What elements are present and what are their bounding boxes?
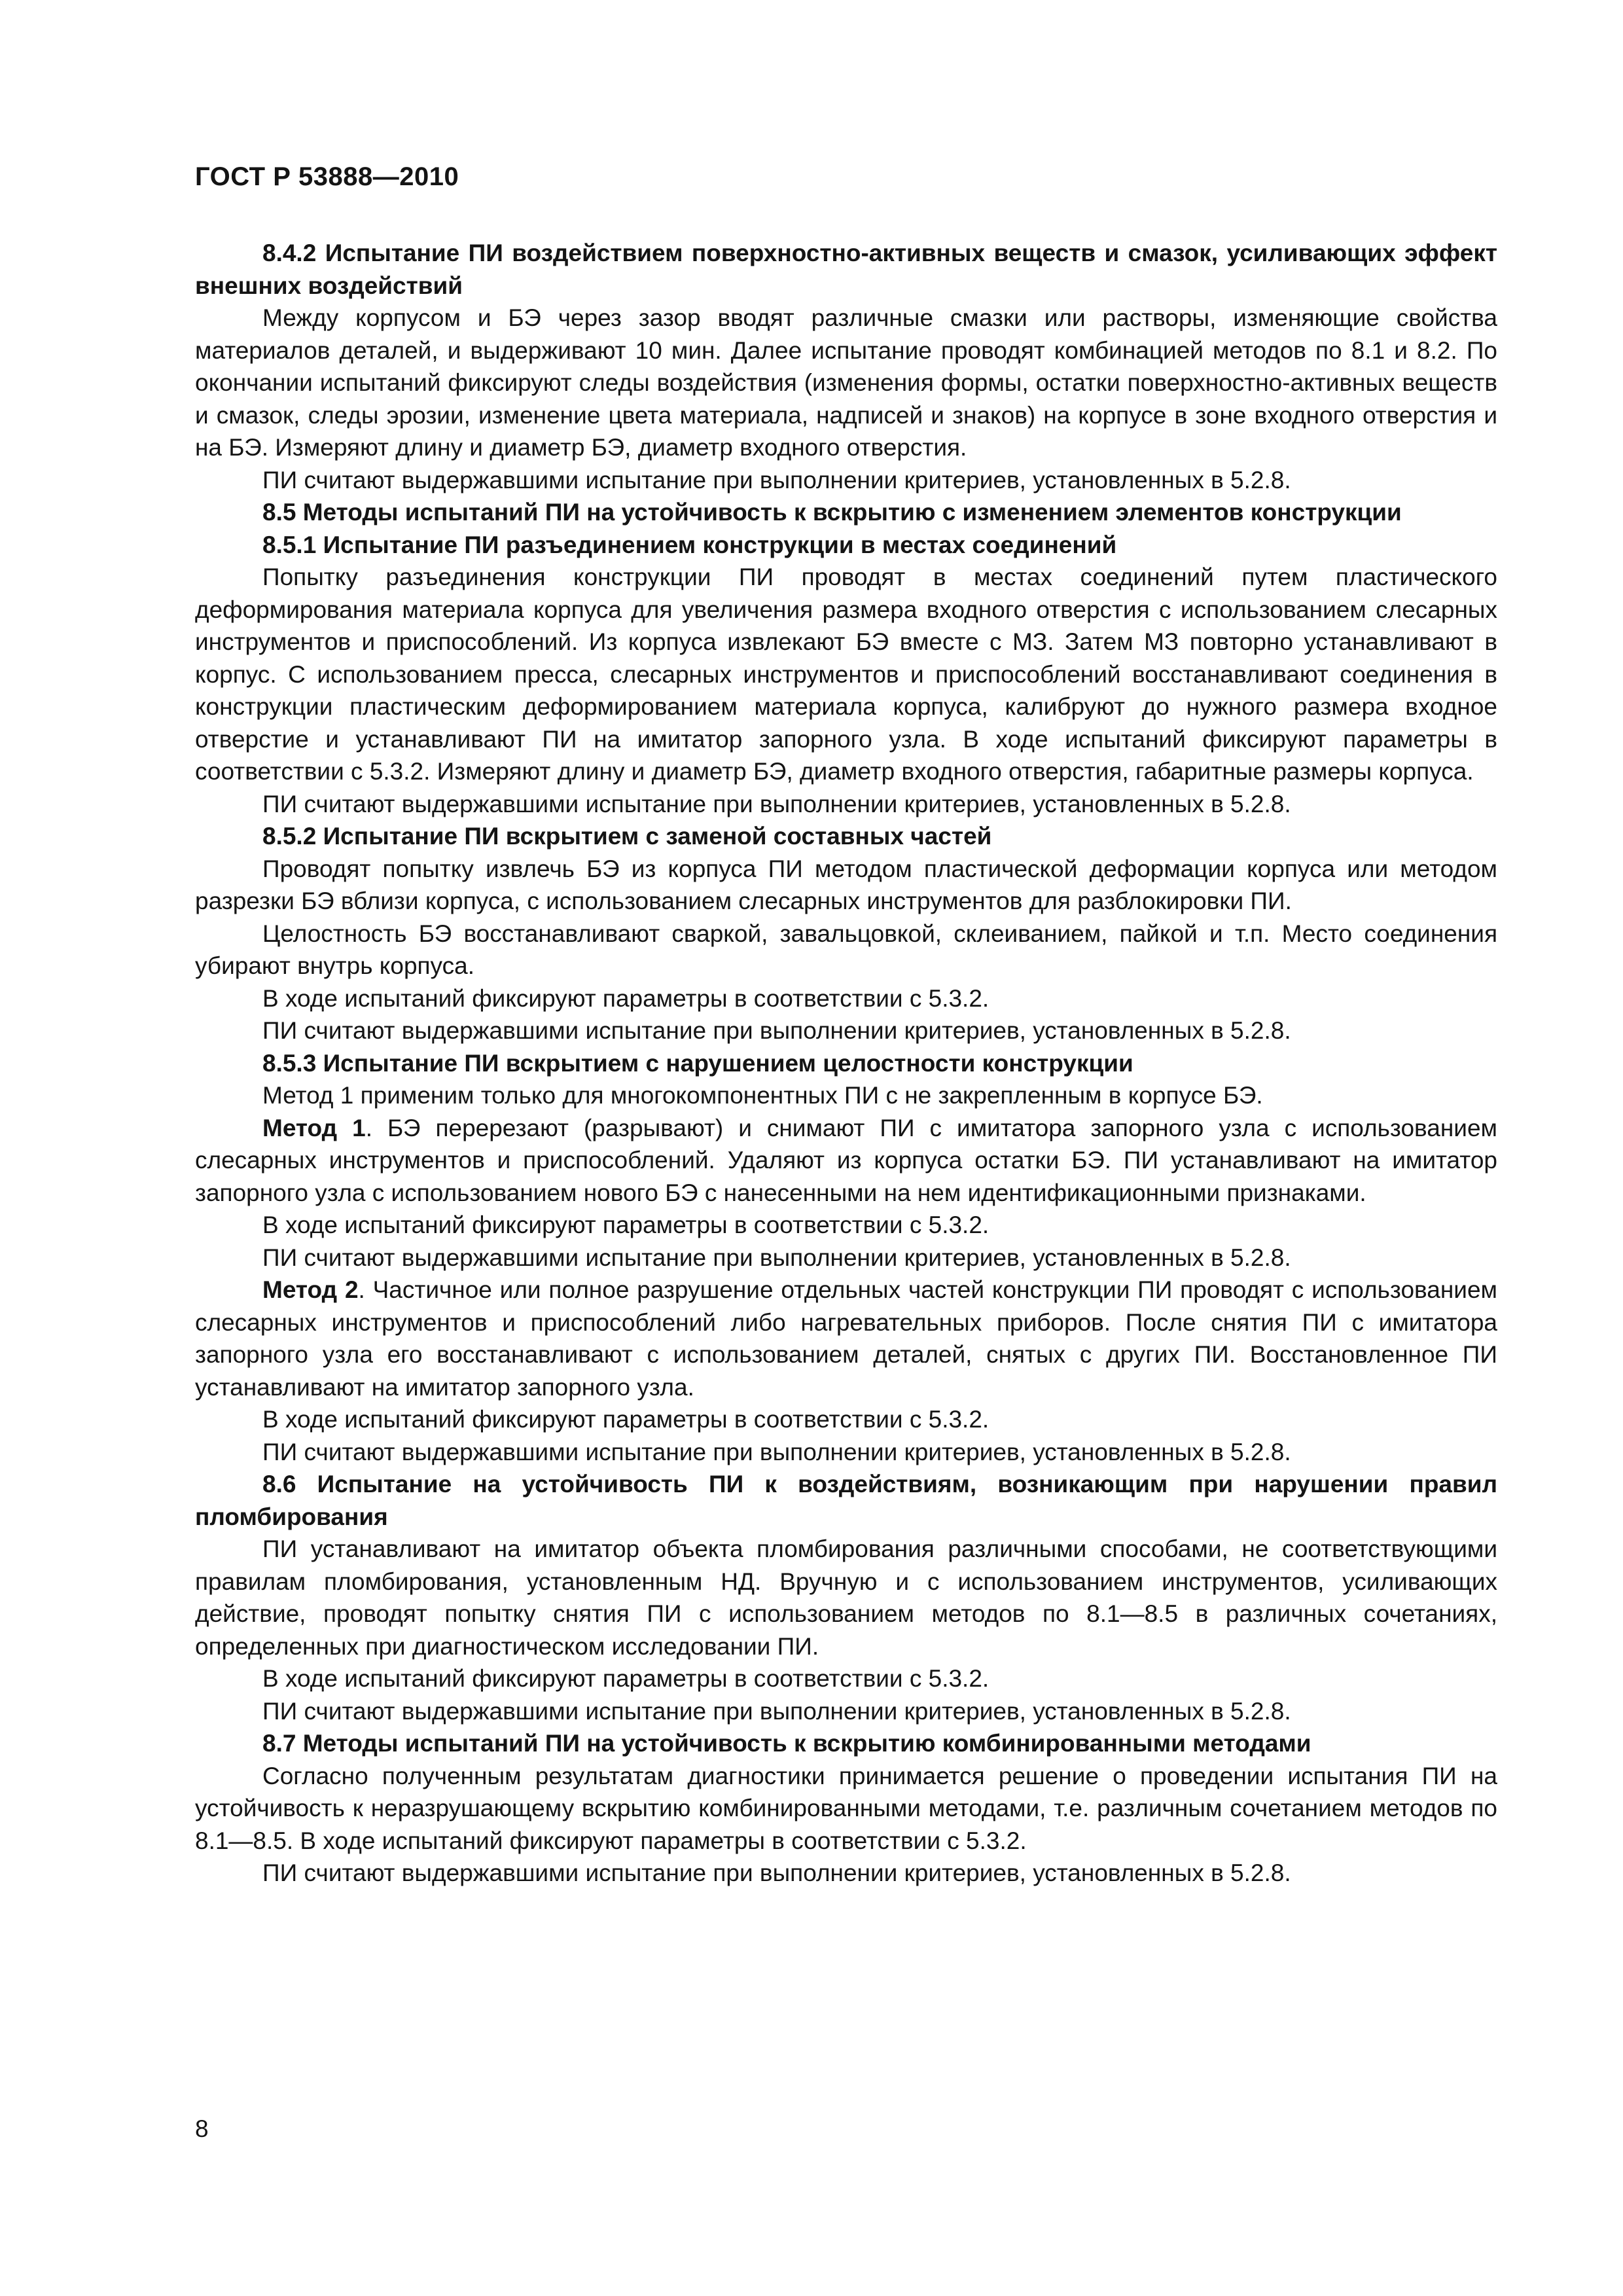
heading-8-4-2: 8.4.2 Испытание ПИ воздействием поверхностно-активных веществ и смазок, усиливающих эффект внешних воздействий bbox=[195, 240, 1497, 299]
paragraph: Метод 1 применим только для многокомпонентных ПИ с не закрепленным в корпусе БЭ. bbox=[262, 1082, 1263, 1109]
paragraph: Целостность БЭ восстанавливают сваркой, завальцовкой, склеиванием, пайкой и т.п. Место соединения убирают внутрь корпуса. bbox=[195, 920, 1497, 979]
paragraph: ПИ считают выдержавшими испытание при выполнении критериев, установленных в 5.2.8. bbox=[262, 1697, 1291, 1725]
paragraph: ПИ считают выдержавшими испытание при выполнении критериев, установленных в 5.2.8. bbox=[262, 1859, 1291, 1886]
document-body bbox=[195, 237, 1497, 1890]
heading-8-5-2: 8.5.2 Испытание ПИ вскрытием с заменой составных частей bbox=[262, 823, 992, 850]
paragraph: В ходе испытаний фиксируют параметры в соответствии с 5.3.2. bbox=[262, 1665, 990, 1692]
paragraph: Между корпусом и БЭ через зазор вводят различные смазки или растворы, изменяющие свойства материалов деталей, и выдерживают 10 мин. Далее испытание проводят комбинацией методов по 8.1 и 8.2. По окончании испытаний фиксируют следы воздействия (изменения формы, остатки поверхностно-активных веществ и смазок, следы эрозии, изменение цвета материала, надписей и знаков) на корпусе в зоне входного отверстия и на БЭ. Измеряют длину и диаметр БЭ, диаметр входного отверстия. bbox=[195, 304, 1497, 461]
heading-8-5-1: 8.5.1 Испытание ПИ разъединением конструкции в местах соединений bbox=[262, 531, 1117, 558]
heading-8-6: 8.6 Испытание на устойчивость ПИ к воздействиям, возникающим при нарушении правил пломбирования bbox=[195, 1471, 1497, 1530]
paragraph: В ходе испытаний фиксируют параметры в соответствии с 5.3.2. bbox=[262, 984, 990, 1012]
paragraph: ПИ считают выдержавшими испытание при выполнении критериев, установленных в 5.2.8. bbox=[262, 1244, 1291, 1271]
heading-8-5: 8.5 Методы испытаний ПИ на устойчивость к вскрытию с изменением элементов конструкции bbox=[262, 499, 1402, 526]
method-1-label: Метод 1 bbox=[262, 1114, 366, 1141]
paragraph: Попытку разъединения конструкции ПИ проводят в местах соединений путем пластического деформирования материала корпуса для увеличения размера входного отверстия с использованием слесарных инструментов и приспособлений. Из корпуса извлекают БЭ вместе с МЗ. Затем МЗ повторно устанавливают в корпус. С использованием пресса, слесарных инструментов и приспособлений восстанавливают соединения в конструкции пластическим деформированием материала корпуса, калибруют до нужного размера входное отверстие и устанавливают ПИ на имитатор запорного узла. В ходе испытаний фиксируют параметры в соответствии с 5.3.2. Измеряют длину и диаметр БЭ, диаметр входного отверстия, габаритные размеры корпуса. bbox=[195, 564, 1497, 785]
method-1-text: . БЭ перерезают (разрывают) и снимают ПИ с имитатора запорного узла с использованием слесарных инструментов и приспособлений. Удаляют из корпуса остатки БЭ. ПИ устанавливают на имитатор запорного узла с использованием нового БЭ с нанесенными на нем идентификационными признаками. bbox=[195, 1114, 1497, 1206]
paragraph: Проводят попытку извлечь БЭ из корпуса ПИ методом пластической деформации корпуса или методом разрезки БЭ вблизи корпуса, с использованием слесарных инструментов для разблокировки ПИ. bbox=[195, 855, 1497, 914]
page-number: 8 bbox=[195, 2115, 209, 2142]
paragraph: В ходе испытаний фиксируют параметры в соответствии с 5.3.2. bbox=[262, 1211, 990, 1238]
paragraph: ПИ считают выдержавшими испытание при выполнении критериев, установленных в 5.2.8. bbox=[262, 466, 1291, 493]
heading-8-5-3: 8.5.3 Испытание ПИ вскрытием с нарушением целостности конструкции bbox=[262, 1049, 1133, 1077]
document-code-header: ГОСТ Р 53888—2010 bbox=[195, 162, 459, 191]
paragraph: ПИ считают выдержавшими испытание при выполнении критериев, установленных в 5.2.8. bbox=[262, 790, 1291, 817]
paragraph-method-2 bbox=[195, 1274, 1497, 1403]
method-2-text: . Частичное или полное разрушение отдельных частей конструкции ПИ проводят с использованием слесарных инструментов и приспособлений либо нагревательных приборов. После снятия ПИ с имитатора запорного узла его восстанавливают с использованием деталей, снятых с других ПИ. Восстановленное ПИ устанавливают на имитатор запорного узла. bbox=[195, 1276, 1497, 1401]
paragraph: ПИ устанавливают на имитатор объекта пломбирования различными способами, не соответствующими правилам пломбирования, установленным НД. Вручную и с использованием инструментов, усиливающих действие, проводят попытку снятия ПИ с использованием методов по 8.1—8.5 в различных сочетаниях, определенных при диагностическом исследовании ПИ. bbox=[195, 1535, 1497, 1660]
paragraph-method-1 bbox=[195, 1112, 1497, 1210]
heading-8-7: 8.7 Методы испытаний ПИ на устойчивость к вскрытию комбинированными методами bbox=[262, 1730, 1311, 1757]
paragraph: В ходе испытаний фиксируют параметры в соответствии с 5.3.2. bbox=[262, 1406, 990, 1433]
paragraph: ПИ считают выдержавшими испытание при выполнении критериев, установленных в 5.2.8. bbox=[262, 1438, 1291, 1465]
method-2-label: Метод 2 bbox=[262, 1276, 359, 1303]
paragraph: Согласно полученным результатам диагностики принимается решение о проведении испытания ПИ на устойчивость к неразрушающему вскрытию комбинированными методами, т.е. различным сочетанием методов по 8.1—8.5. В ходе испытаний фиксируют параметры в соответствии с 5.3.2. bbox=[195, 1762, 1497, 1854]
paragraph: ПИ считают выдержавшими испытание при выполнении критериев, установленных в 5.2.8. bbox=[262, 1017, 1291, 1044]
